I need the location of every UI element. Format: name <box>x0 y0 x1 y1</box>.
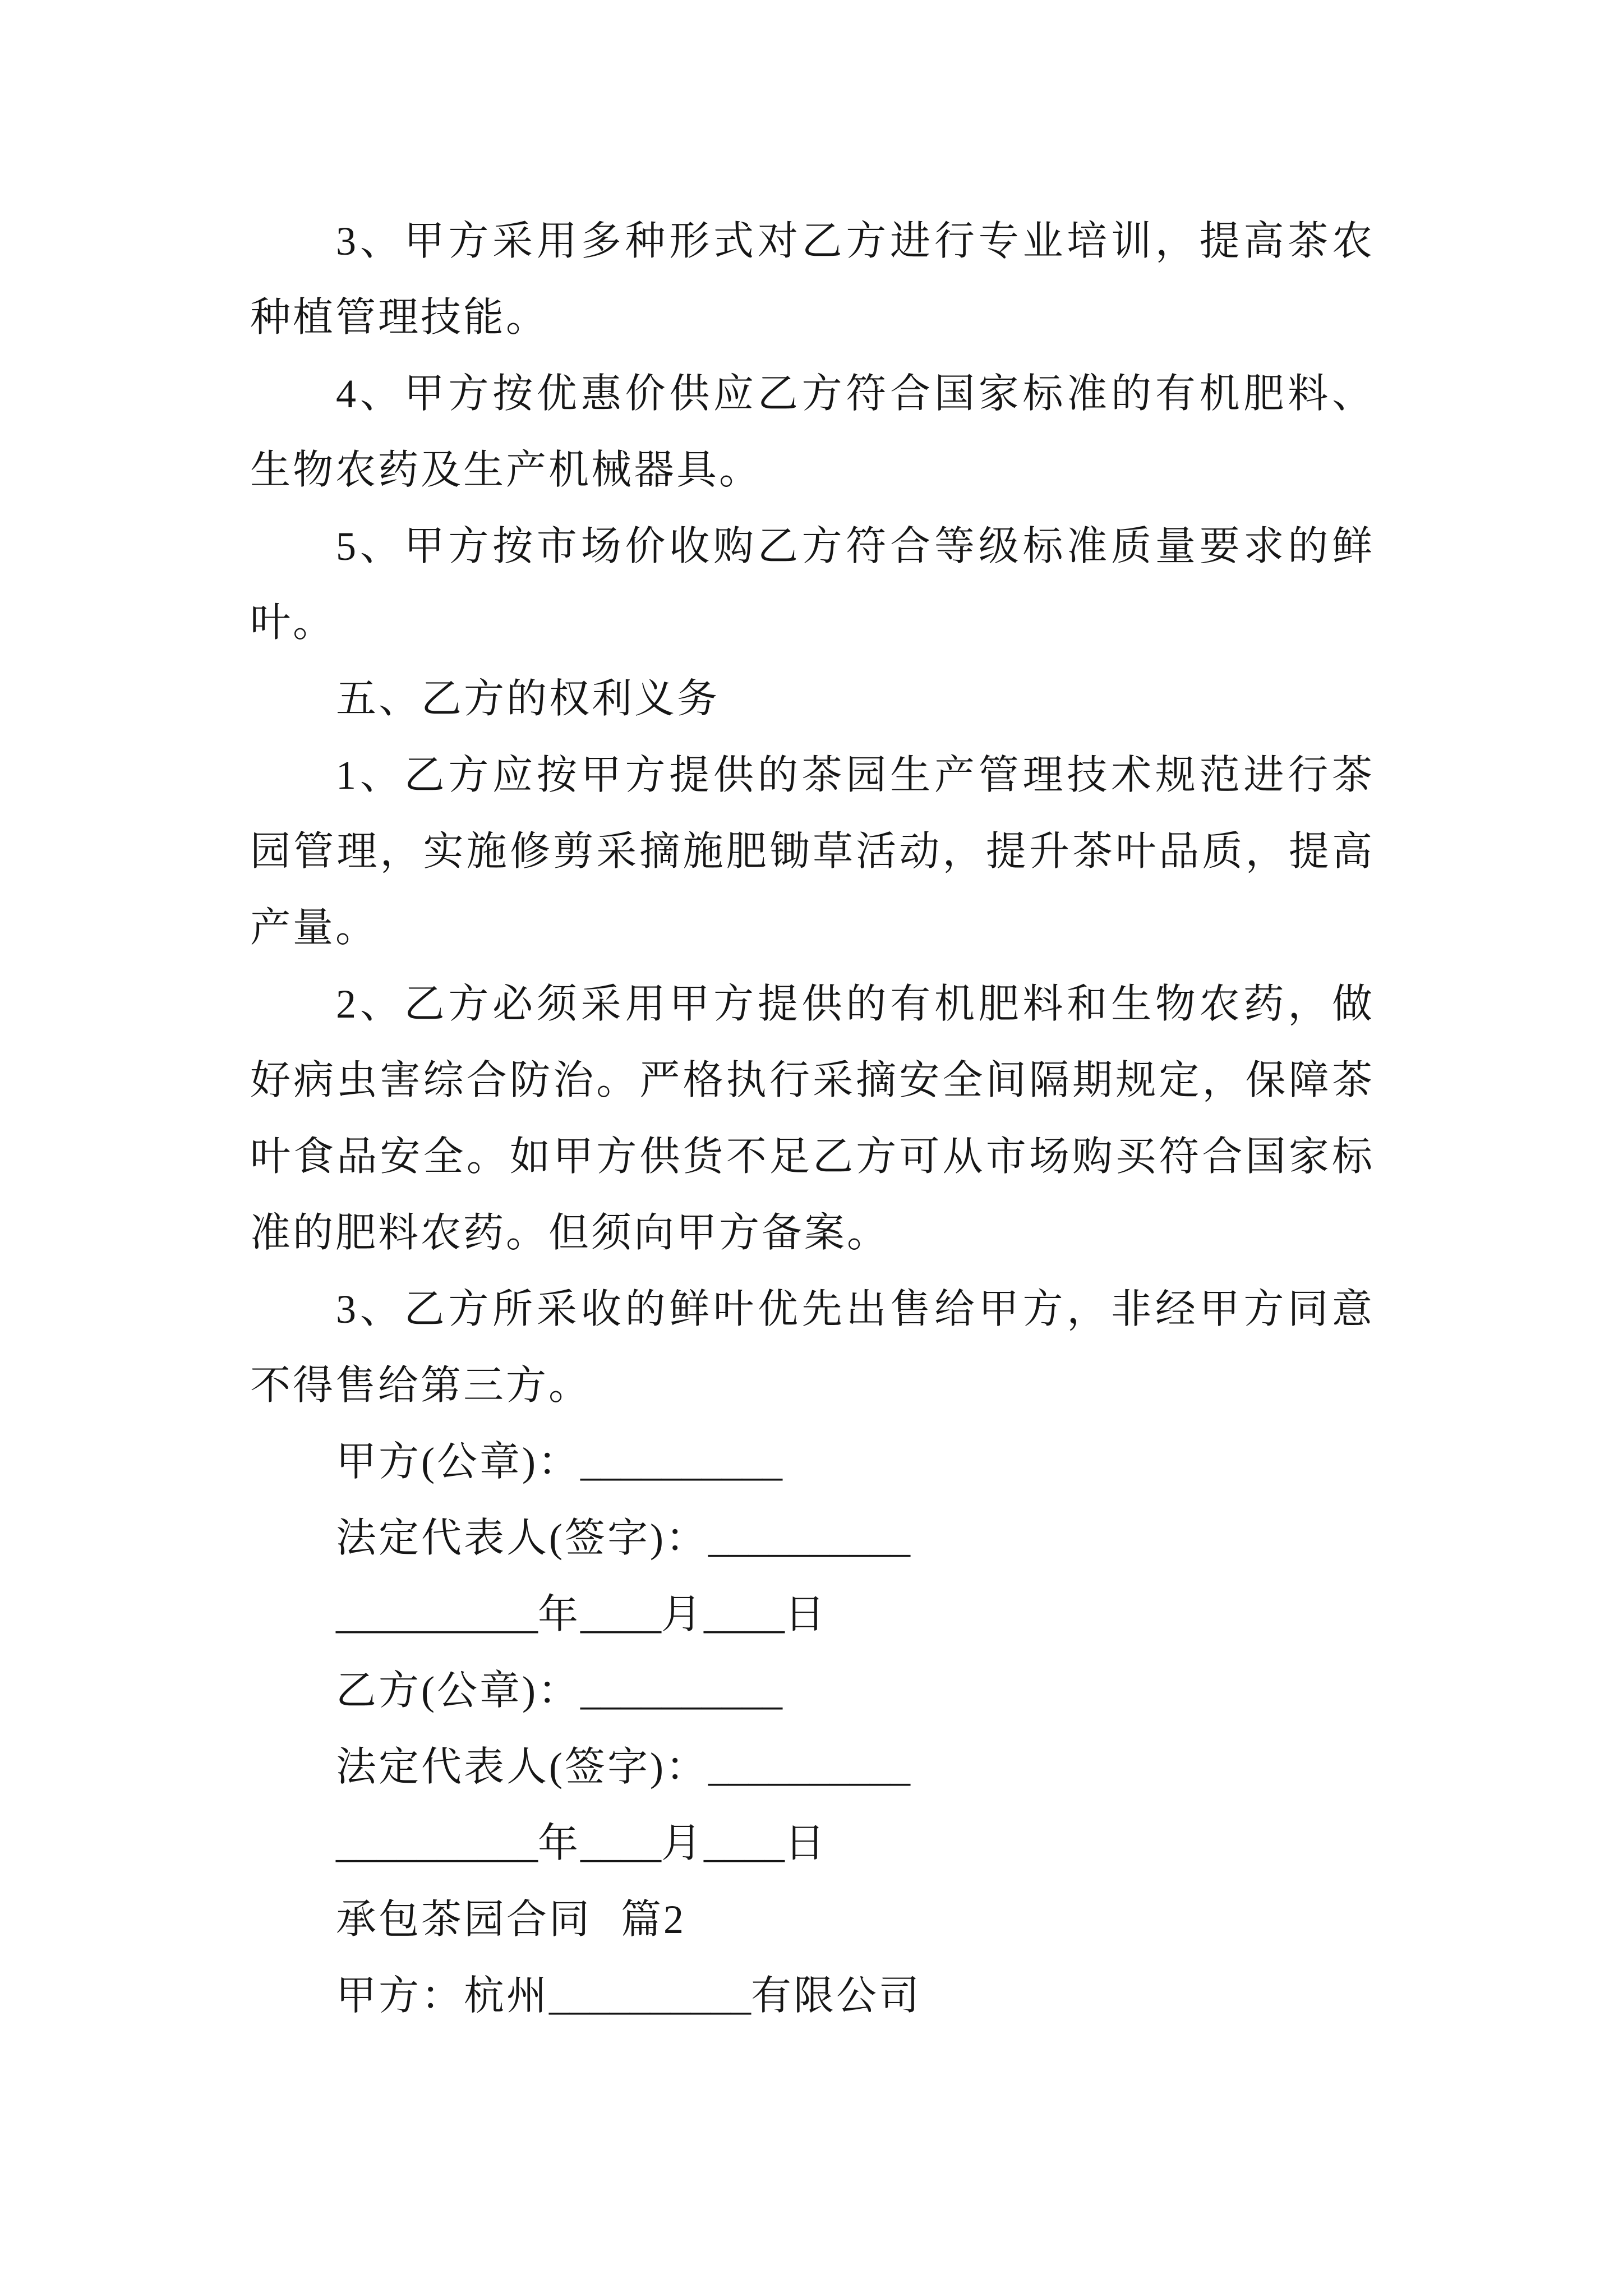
year-blank: __________ <box>336 1592 538 1637</box>
section-heading: 五、乙方的权利义务 <box>336 677 720 721</box>
month-blank: ____ <box>580 1592 662 1637</box>
clause-line: 产量。 <box>250 905 379 950</box>
party-a-duty-5 <box>250 508 1375 661</box>
party-b-representative-line <box>250 1729 1375 1805</box>
party-b-rights-duties-section <box>250 661 1375 1424</box>
party-a-duty-3 <box>250 203 1375 356</box>
day-blank: ____ <box>704 1592 785 1637</box>
party-a-representative-blank: __________ <box>708 1516 910 1561</box>
party-a-duties <box>250 203 1375 661</box>
clause-line: 1、乙方应按甲方提供的茶园生产管理技术规范进行茶 <box>336 753 1375 798</box>
month-blank: ____ <box>580 1821 662 1866</box>
contract-2-party-a-line <box>250 1958 1375 2034</box>
clause-line: 5、甲方按市场价收购乙方符合等级标准质量要求的鲜 <box>336 524 1375 569</box>
party-b-seal-line <box>250 1653 1375 1729</box>
party-a-representative-label: 法定代表人(签字)： <box>336 1516 708 1561</box>
clause-line: 3、乙方所采收的鲜叶优先出售给甲方，非经甲方同意 <box>336 1287 1375 1332</box>
contract-2-party-a-blank: __________ <box>549 1973 751 2018</box>
party-b-representative-blank: __________ <box>708 1745 910 1789</box>
month-label: 月 <box>661 1592 704 1637</box>
clause-line: 准的肥料农药。但须向甲方备案。 <box>250 1211 890 1255</box>
contract-page-text <box>250 203 1375 2034</box>
clause-line: 园管理，实施修剪采摘施肥锄草活动，提升茶叶品质，提高 <box>250 829 1375 874</box>
year-label: 年 <box>538 1592 581 1637</box>
day-label: 日 <box>785 1821 828 1866</box>
party-b-duty-2 <box>250 966 1375 1271</box>
clause-line: 叶食品安全。如甲方供货不足乙方可从市场购买符合国家标 <box>250 1134 1375 1179</box>
party-a-seal-blank: __________ <box>580 1439 782 1484</box>
day-blank: ____ <box>704 1821 785 1866</box>
day-label: 日 <box>785 1592 828 1637</box>
party-b-representative-label: 法定代表人(签字)： <box>336 1745 708 1789</box>
clause-line: 生物农药及生产机械器具。 <box>250 448 762 493</box>
party-a-seal-line <box>250 1424 1375 1500</box>
party-a-duty-4 <box>250 356 1375 508</box>
clause-line: 2、乙方必须采用甲方提供的有机肥料和生物农药，做 <box>336 982 1375 1027</box>
month-label: 月 <box>661 1821 704 1866</box>
year-label: 年 <box>538 1821 581 1866</box>
contract-2-party-a-suffix: 有限公司 <box>751 1973 922 2018</box>
contract-2-party-a-label: 甲方：杭州 <box>336 1973 550 2018</box>
party-b-duty-3 <box>250 1271 1375 1424</box>
clause-line: 叶。 <box>250 600 336 645</box>
contract-2-header <box>250 1881 1375 2034</box>
clause-line: 种植管理技能。 <box>250 295 549 340</box>
party-b-duty-1 <box>250 737 1375 966</box>
party-a-date-line <box>250 1576 1375 1653</box>
party-b-seal-label: 乙方(公章)： <box>336 1668 580 1713</box>
clause-line: 好病虫害综合防治。严格执行采摘安全间隔期规定，保障茶 <box>250 1058 1375 1103</box>
party-b-seal-blank: __________ <box>580 1668 782 1713</box>
party-a-seal-label: 甲方(公章)： <box>336 1439 580 1484</box>
signature-block <box>250 1424 1375 1881</box>
contract-2-title: 承包茶园合同 篇2 <box>336 1897 686 1942</box>
clause-line: 4、甲方按优惠价供应乙方符合国家标准的有机肥料、 <box>336 371 1375 416</box>
party-a-representative-line <box>250 1500 1375 1576</box>
clause-line: 3、甲方采用多种形式对乙方进行专业培训，提高茶农 <box>336 219 1375 264</box>
year-blank: __________ <box>336 1821 538 1866</box>
clause-line: 不得售给第三方。 <box>250 1363 592 1408</box>
party-b-date-line <box>250 1805 1375 1881</box>
